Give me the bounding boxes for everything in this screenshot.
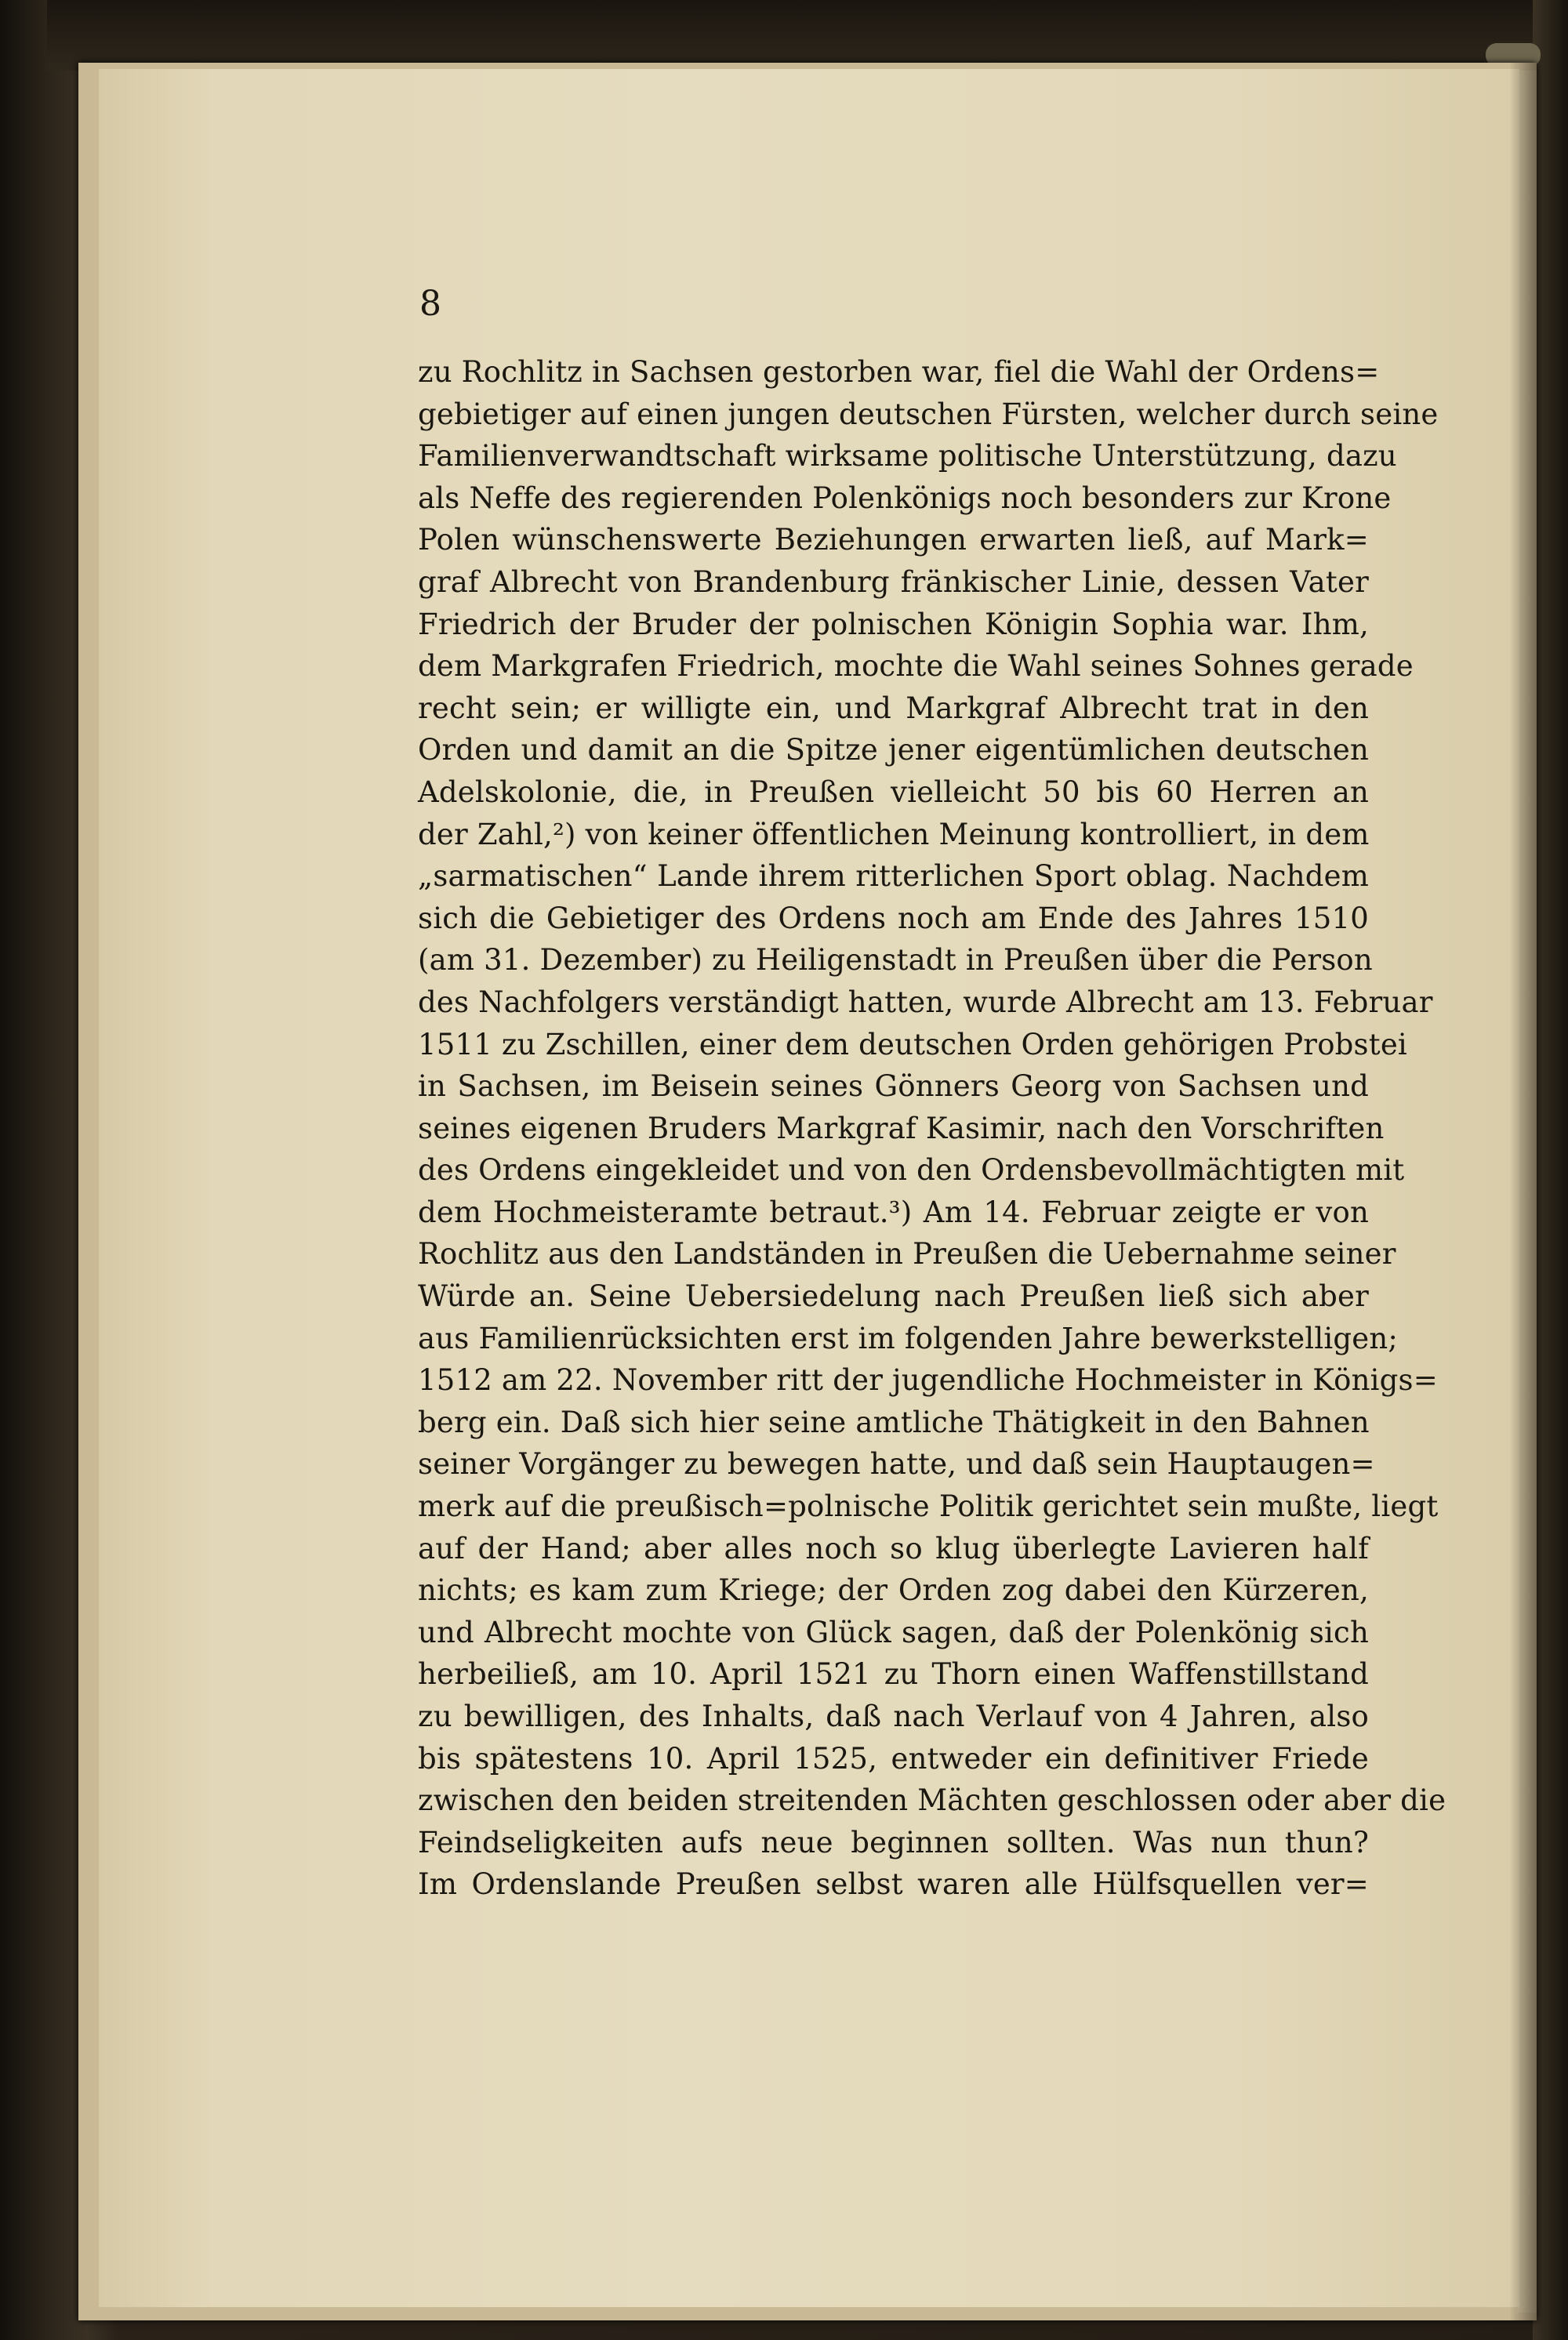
text-line: herbeiließ, am 10. April 1521 zu Thorn einen Waffenstillstand <box>418 1657 1369 1692</box>
text-line: Würde an. Seine Uebersiedelung nach Preußen ließ sich aber <box>418 1279 1369 1314</box>
book-cover-right <box>1533 0 1568 2340</box>
text-line: Feindseligkeiten aufs neue beginnen sollten. Was nun thun? <box>418 1825 1369 1859</box>
text-line: Im Ordenslande Preußen selbst waren alle Hülfsquellen ver= <box>418 1867 1369 1902</box>
text-line: Familienverwandtschaft wirksame politische Unterstützung, dazu <box>418 439 1397 473</box>
text-line: recht sein; er willigte ein, und Markgraf Albrecht trat in den <box>418 691 1369 725</box>
text-line: in Sachsen, im Beisein seines Gönners Georg von Sachsen und <box>418 1069 1369 1104</box>
text-line: des Ordens eingekleidet und von den Ordensbevollmächtigten mit <box>418 1153 1405 1188</box>
text-line: Adelskolonie, die, in Preußen vielleicht 50 bis 60 Herren an <box>418 775 1369 809</box>
text-line: bis spätestens 10. April 1525, entweder ein definitiver Friede <box>418 1741 1369 1776</box>
text-line: „sarmatischen“ Lande ihrem ritterlichen Sport oblag. Nachdem <box>418 859 1369 894</box>
text-line: zu Rochlitz in Sachsen gestorben war, fiel die Wahl der Ordens= <box>418 355 1380 389</box>
text-line: seines eigenen Bruders Markgraf Kasimir, nach den Vorschriften <box>418 1111 1385 1145</box>
text-line: graf Albrecht von Brandenburg fränkischer Linie, dessen Vater <box>418 564 1369 599</box>
text-line: seiner Vorgänger zu bewegen hatte, und daß sein Hauptaugen= <box>418 1447 1375 1482</box>
text-line: Polen wünschenswerte Beziehungen erwarten ließ, auf Mark= <box>418 523 1369 557</box>
text-line: berg ein. Daß sich hier seine amtliche Thätigkeit in den Bahnen <box>418 1405 1370 1439</box>
text-line: auf der Hand; aber alles noch so klug überlegte Lavieren half <box>418 1531 1369 1565</box>
text-line: des Nachfolgers verständigt hatten, wurde Albrecht am 13. Februar <box>418 985 1433 1019</box>
text-line: zwischen den beiden streitenden Mächten geschlossen oder aber die <box>418 1783 1446 1818</box>
text-line: merk auf die preußisch=polnische Politik gerichtet sein mußte, liegt <box>418 1489 1439 1524</box>
text-line: dem Markgrafen Friedrich, mochte die Wahl seines Sohnes gerade <box>418 649 1414 684</box>
text-line: gebietiger auf einen jungen deutschen Fürsten, welcher durch seine <box>418 397 1439 431</box>
body-text <box>418 351 1446 1906</box>
gutter-shadow <box>1509 63 1537 2320</box>
text-line: dem Hochmeisteramte betraut.³) Am 14. Februar zeigte er von <box>418 1195 1369 1229</box>
text-line: und Albrecht mochte von Glück sagen, daß der Polenkönig sich <box>418 1615 1369 1649</box>
book-cover-top <box>47 0 1533 71</box>
text-line: (am 31. Dezember) zu Heiligenstadt in Preußen über die Person <box>418 943 1373 978</box>
text-line: zu bewilligen, des Inhalts, daß nach Verlauf von 4 Jahren, also <box>418 1700 1369 1733</box>
text-line: Orden und damit an die Spitze jener eigentümlichen deutschen <box>418 733 1369 767</box>
page-number: 8 <box>419 284 441 324</box>
text-line: 1512 am 22. November ritt der jugendliche Hochmeister in Königs= <box>418 1363 1438 1398</box>
text-line: der Zahl,²) von keiner öffentlichen Meinung kontrolliert, in dem <box>418 817 1370 851</box>
text-line: Friedrich der Bruder der polnischen Königin Sophia war. Ihm, <box>418 607 1369 641</box>
text-line: sich die Gebietiger des Ordens noch am Ende des Jahres 1510 <box>418 901 1369 935</box>
text-line: nichts; es kam zum Kriege; der Orden zog dabei den Kürzeren, <box>418 1573 1369 1608</box>
text-line: aus Familienrücksichten erst im folgenden Jahre bewerkstelligen; <box>418 1321 1399 1355</box>
text-line: Rochlitz aus den Landständen in Preußen die Uebernahme seiner <box>418 1237 1396 1272</box>
text-line: 1511 zu Zschillen, einer dem deutschen Orden gehörigen Probstei <box>418 1027 1407 1061</box>
text-line: als Neffe des regierenden Polenkönigs noch besonders zur Krone <box>418 481 1392 515</box>
